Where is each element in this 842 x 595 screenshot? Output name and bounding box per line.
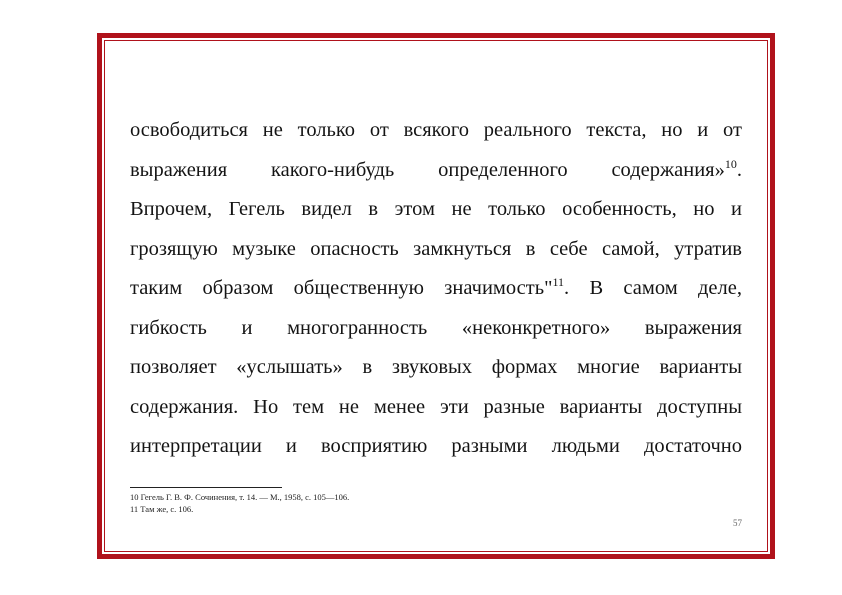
- text-line-1: освободиться не только от всякого реального текста, но и от: [130, 119, 742, 141]
- footnote-11: 11 Там же, с. 106.: [130, 504, 194, 514]
- footnote-ref-11: 11: [552, 275, 564, 289]
- footnote-separator: [130, 487, 282, 488]
- text-line-5-content: таким образом общественную значимость": [130, 277, 553, 299]
- text-line-5: [130, 271, 742, 311]
- page-number: 57: [733, 518, 742, 528]
- text-line-8: содержания. Но тем не менее эти разные варианты доступны: [130, 395, 742, 418]
- text-line-2-content: выражения какого-нибудь определенного содержания»: [130, 158, 725, 181]
- main-text: [130, 113, 742, 469]
- text-line-7: позволяет «услышать» в звуковых формах многие варианты: [130, 356, 742, 378]
- text-line-2-period: .: [736, 158, 742, 181]
- footnote-10: 10 Гегель Г. В. Ф. Сочинения, т. 14. — М., 1958, с. 105—106.: [130, 492, 350, 502]
- footnote-ref-10: 10: [724, 156, 737, 171]
- text-line-6: гибкость и многогранность «неконкретного» выражения: [130, 316, 742, 339]
- text-line-2: [130, 153, 742, 193]
- text-line-5-tail: . В самом деле,: [564, 277, 742, 299]
- footnotes: [130, 491, 349, 515]
- text-line-3: Впрочем, Гегель видел в этом не только особенность, но и: [130, 198, 742, 220]
- text-line-4: грозящую музыке опасность замкнуться в себе самой, утратив: [130, 237, 742, 260]
- text-line-9: интерпретации и восприятию разными людьми достаточно: [130, 435, 742, 457]
